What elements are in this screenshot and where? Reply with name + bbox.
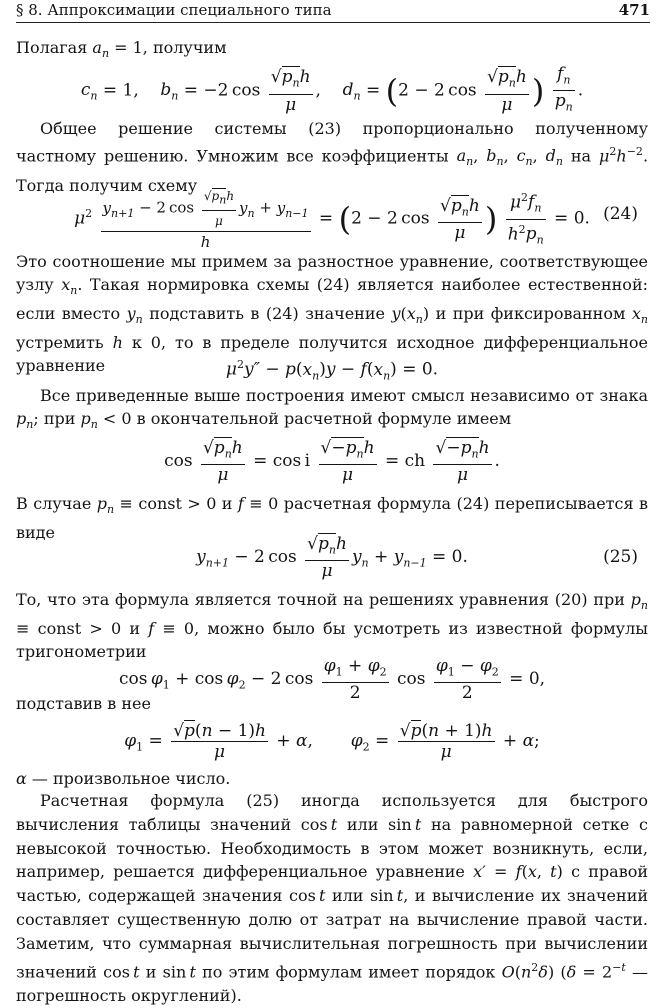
formula-differential-equation: $\mu^2y'' - p(x_n)y - f(x_n) = 0$. xyxy=(225,358,439,383)
page-number: 471 xyxy=(618,1,650,19)
equation-number-25: (25) xyxy=(603,547,638,567)
equation-25: $y_{n+1} - 2$ cos $\frac{√p_nh}{\mu}$ $y_n + y_{n-1} = 0$. (25) xyxy=(196,534,638,582)
paragraph-9: Расчетная формула (25) иногда используется для быстрого вычисления таблицы значений cos t или sin t на равномерной сетке с невысокой точностью. Необходимость в этом может возникнуть, если, например, решается дифференциальное уравнение x′ = f(x, t) с правой частью, содержащей значения cos t или sin t, и вычисление их значений составляет существенную долю от затрат на вычисление правой части. Заметим, что суммарная вычислительная погрешность при вычислении значений cos t и sin t по этим формулам имеет порядок $O(n^2\delta) (\delta = 2^{-t}$ — погрешность округлений). xyxy=(16,791,649,1005)
formula-trig-identity: $\cos \varphi_1 + \cos \varphi_2 - 2$ cos $\frac{\varphi_1 + \varphi_2}{2}$ cos $\frac{\varphi_1 - \varphi_2}{2}$ = 0, xyxy=(118,656,546,704)
paragraph-5: В случае $p_n$ ≡ const > 0 и f ≡ 0 расчетная формула (24) переписывается в виде xyxy=(16,494,649,543)
paragraph-7: подставив в нее xyxy=(16,694,151,713)
paragraph-6: То, что эта формула является точной на решениях уравнения (20) при $p_n$ ≡ const > 0 и f ≡ 0, можно было бы усмотреть из известной формулы тригонометрии xyxy=(16,590,648,662)
paragraph-1: Полагая $a_n = 1$, получим xyxy=(16,38,227,61)
paragraph-4: Все приведенные выше построения имеют смысл независимо от знака $p_n$; при $p_n < 0$ в окончательной расчетной формуле имеем xyxy=(16,386,648,432)
equation-24: $\mu^2$ $y_{n+1} - 2$ cos $\frac{√p_nh}{\mu}$ $y_n + y_{n-1}$ h = (2 − 2 cos $\frac{√p_nh}{\mu}$ ) $\frac{\mu^2f_n}{h^2p_n}$ = 0. (24) xyxy=(16,186,648,242)
section-title: § 8. Аппроксимации специального типа xyxy=(16,1,332,19)
running-header xyxy=(16,0,650,23)
paragraph-2: Общее решение системы (23) пропорционально полученному частному решению. Умножим все коэффициенты $a_n$, $b_n$, $c_n$, $d_n$ на $\mu^2h^{-2}$. Тогда получим схему xyxy=(16,119,649,195)
equation-number-24: (24) xyxy=(603,204,638,224)
formula-coefficients: $c_n = 1$, $b_n = -2$ cos $\frac{√p_nh}{\mu}$ , $d_n = (2 - 2$ cos $\frac{√p_nh}{\mu}$ ) $\frac{f_n}{p_n}$ . xyxy=(80,64,584,115)
paragraph-3: Это соотношение мы примем за разностное уравнение, соответствующее узлу $x_n$. Такая нормировка схемы (24) является наиболее естественной: если вместо $y_n$ подставить в (24) значение $y(x_n)$ и при фиксированном $x_n$ устремить h к 0, то в пределе получится исходное дифференциальное уравнение xyxy=(16,252,649,376)
formula-cos-relation: cos $\frac{√p_nh}{\mu}$ = cos i $\frac{√-p_nh}{\mu}$ = ch $\frac{√-p_nh}{\mu}$ . xyxy=(164,438,500,486)
formula-phis: $\varphi_1$ = $\frac{√p(n - 1)h}{\mu}$ + α, $\varphi_2$ = $\frac{√p(n + 1)h}{\mu}$ + α; xyxy=(124,721,540,762)
paragraph-8: α — произвольное число. xyxy=(16,769,231,788)
